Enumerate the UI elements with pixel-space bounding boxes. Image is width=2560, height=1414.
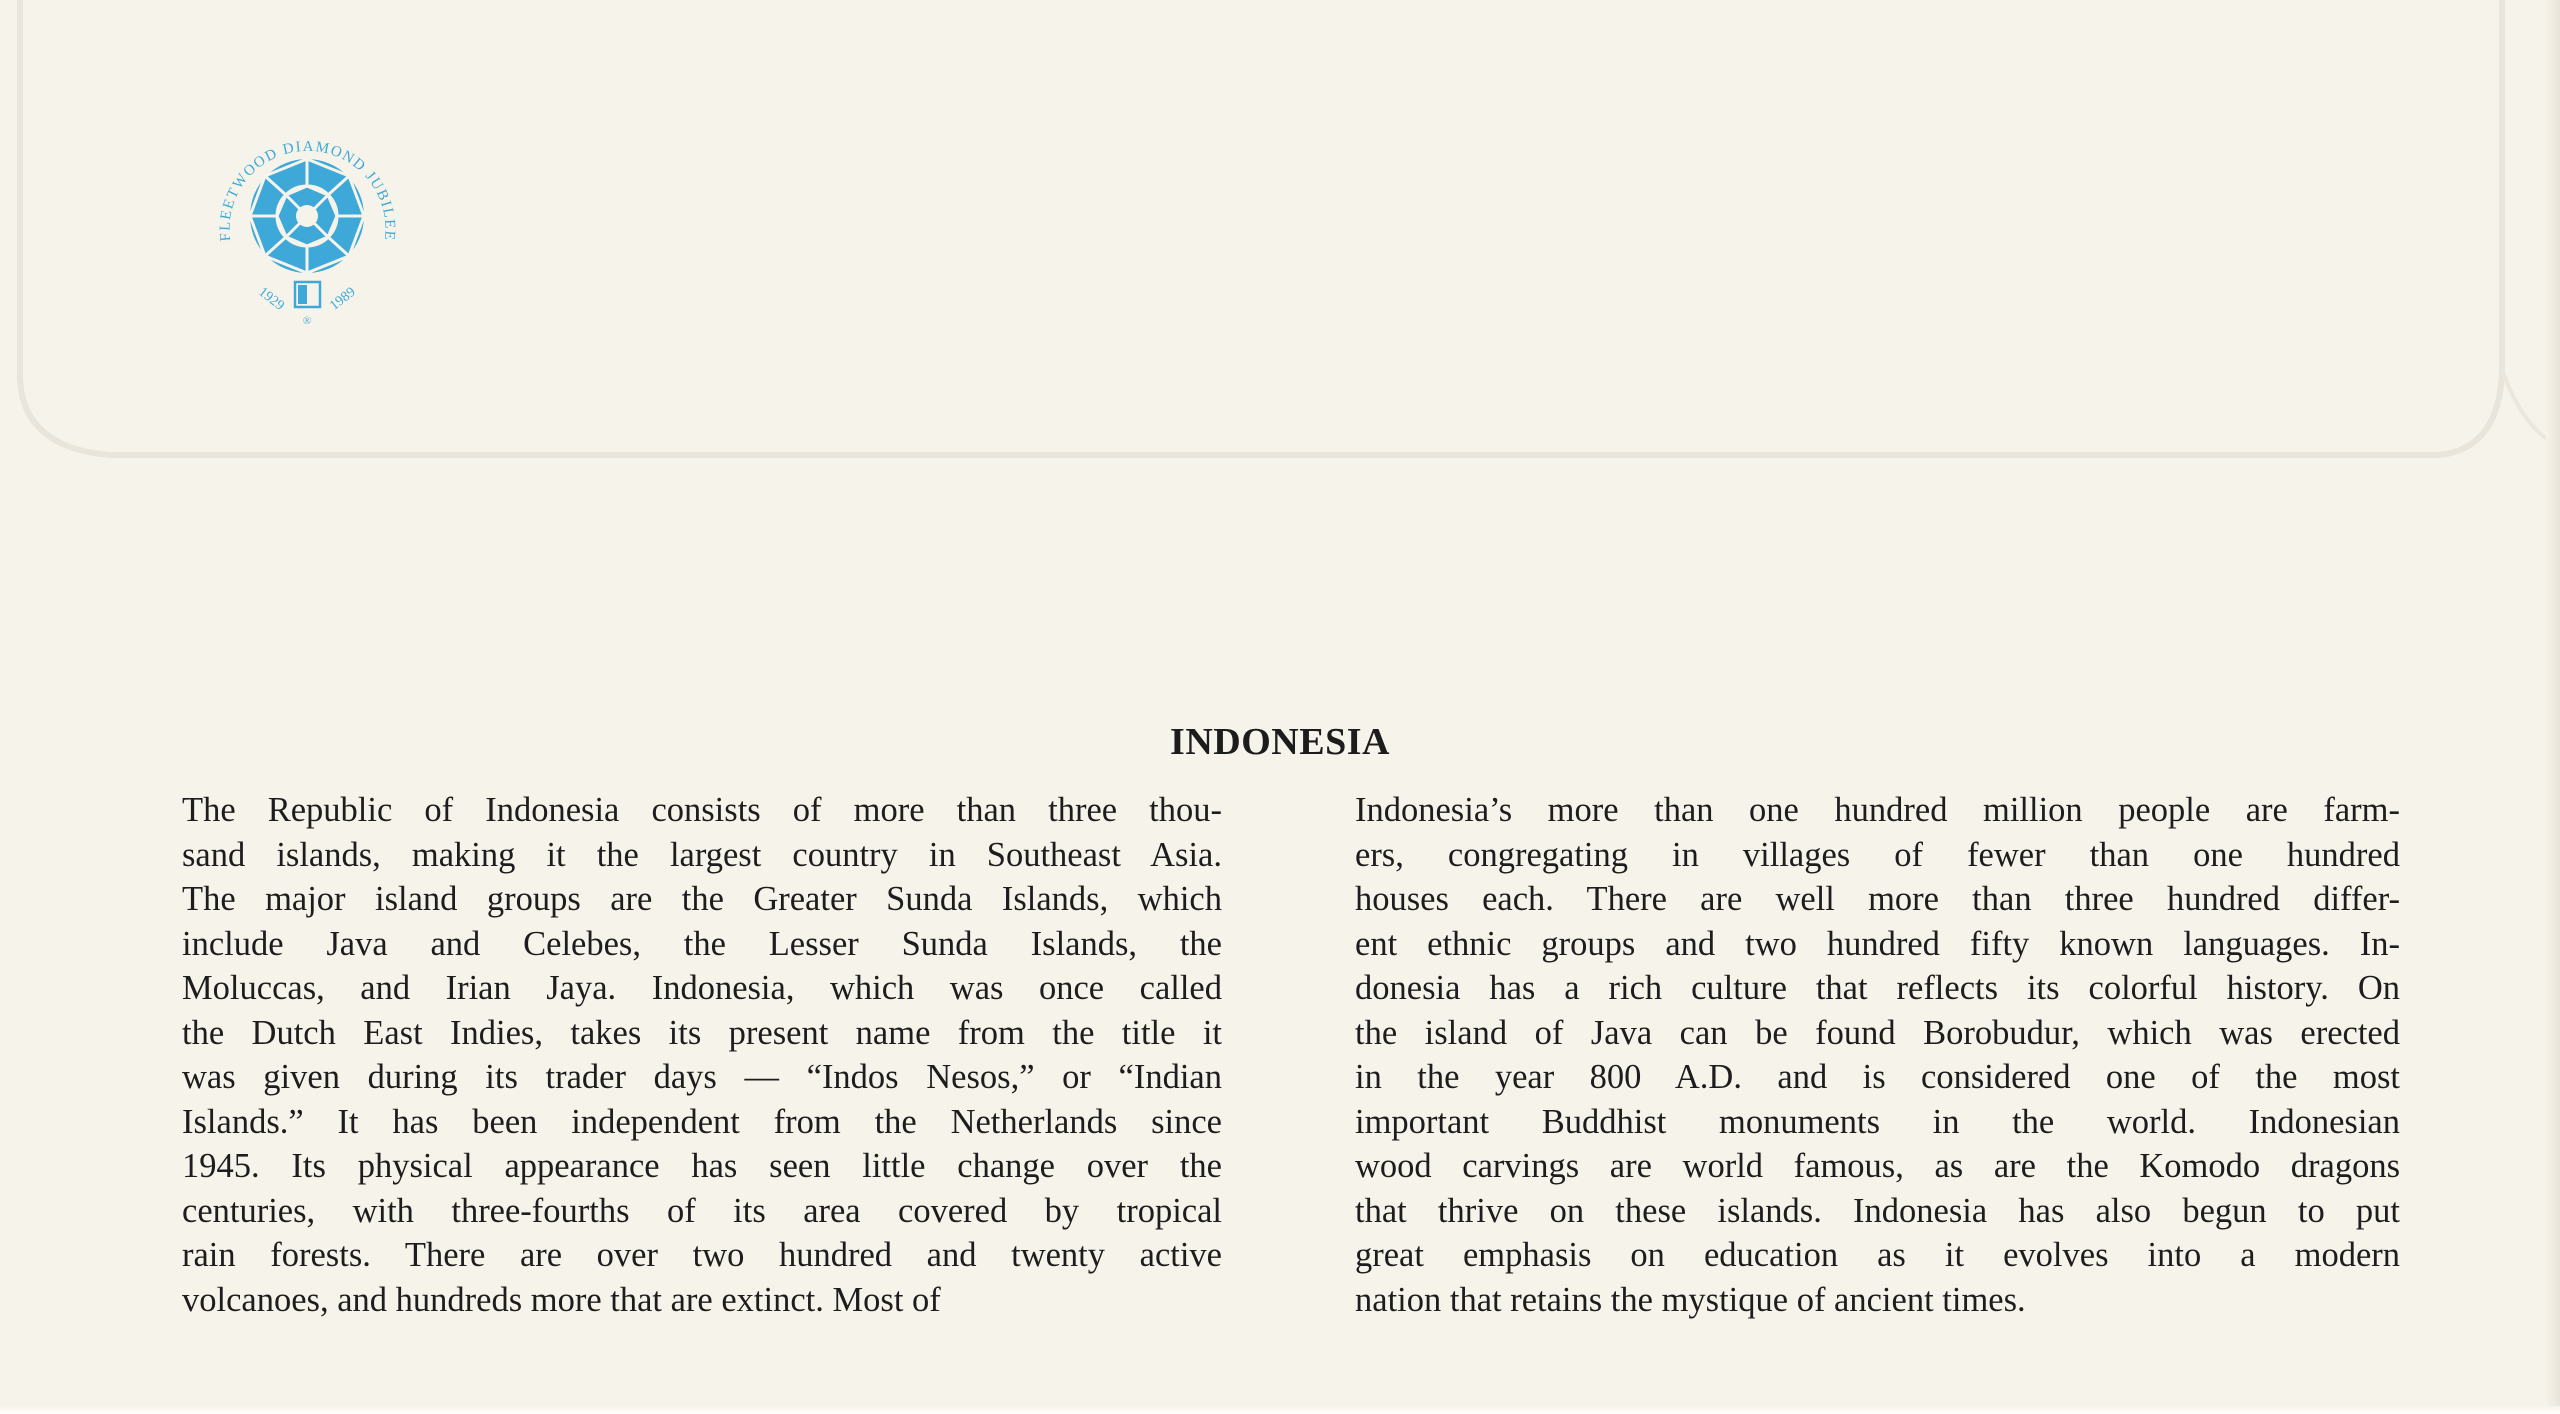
text-line: rain forests. There are over two hundred and twenty active — [182, 1236, 1222, 1274]
text-line: great emphasis on education as it evolves into a modern — [1355, 1236, 2400, 1274]
text-line: nation that retains the mystique of ancient times. — [1355, 1280, 2026, 1319]
scan-edge-right — [2546, 0, 2560, 1414]
text-line: ers, congregating in villages of fewer than one hundred — [1355, 835, 2400, 874]
text-line: 1945. Its physical appearance has seen little change over the — [182, 1147, 1222, 1185]
text-line: centuries, with three-fourths of its area covered by tropical — [182, 1191, 1222, 1230]
logo-ring-text: FLEETWOOD DIAMOND JUBILEE — [217, 138, 398, 242]
text-line: include Java and Celebes, the Lesser Sunda Islands, the — [182, 924, 1222, 963]
text-line: the island of Java can be found Borobudur, which was erected — [1355, 1013, 2400, 1052]
diamond-icon — [250, 159, 364, 273]
text-column-right — [1355, 788, 2400, 1322]
square-emblem-icon — [295, 282, 320, 307]
text-line: Islands.” It has been independent from the Netherlands since — [182, 1102, 1222, 1141]
text-line: houses each. There are well more than three hundred differ- — [1355, 880, 2400, 918]
text-line: important Buddhist monuments in the world. Indonesian — [1355, 1102, 2400, 1141]
text-line: the Dutch East Indies, takes its present name from the title it — [182, 1013, 1222, 1052]
text-line: sand islands, making it the largest country in Southeast Asia. — [182, 835, 1222, 874]
text-column-left — [182, 788, 1222, 1322]
text-line: was given during its trader days — “Indos Nesos,” or “Indian — [182, 1058, 1222, 1096]
logo-year-right: 1989 — [327, 284, 359, 314]
text-line: Moluccas, and Irian Jaya. Indonesia, which was once called — [182, 969, 1222, 1007]
text-line: The major island groups are the Greater Sunda Islands, which — [182, 880, 1222, 918]
text-line: wood carvings are world famous, as are the Komodo dragons — [1355, 1147, 2400, 1185]
text-line: volcanoes, and hundreds more that are extinct. Most of — [182, 1280, 941, 1319]
registered-mark: ® — [302, 315, 312, 327]
page-title: INDONESIA — [1170, 721, 1390, 763]
fleetwood-diamond-jubilee-logo — [200, 118, 415, 333]
text-line: Indonesia’s more than one hundred million people are farm- — [1355, 791, 2400, 829]
text-line: in the year 800 A.D. and is considered one of the most — [1355, 1058, 2400, 1096]
text-line: The Republic of Indonesia consists of more than three thou- — [182, 791, 1222, 829]
text-line: donesia has a rich culture that reflects its colorful history. On — [1355, 969, 2400, 1007]
text-line: ent ethnic groups and two hundred fifty known languages. In- — [1355, 924, 2400, 963]
scan-edge-bottom — [0, 1406, 2560, 1414]
logo-year-left: 1929 — [255, 284, 287, 314]
text-line: that thrive on these islands. Indonesia has also begun to put — [1355, 1191, 2400, 1230]
